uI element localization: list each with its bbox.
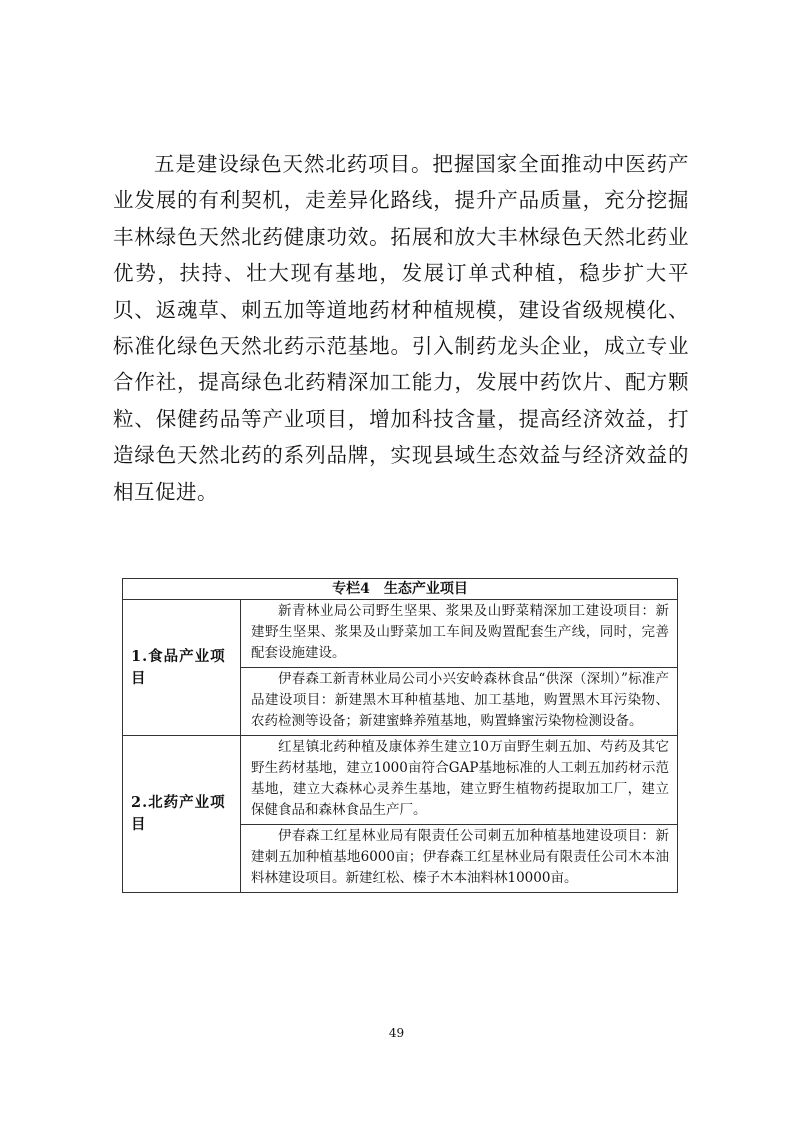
project-item: 伊春森工新青林业局公司小兴安岭森林食品“供深（深圳）”标准产品建设项目：新建黑木耳种植基地、加工基地，购置黑木耳污染物、农药检测等设备；新建蜜蜂养殖基地，购置蜂蜜污染物检测设备。 <box>241 668 678 736</box>
project-item: 伊春森工红星林业局有限责任公司刺五加种植基地建设项目：新建刺五加种植基地6000亩；伊春森工红星林业局有限责任公司木本油料林建设项目。新建红松、榛子木本油料林10000亩。 <box>241 825 678 893</box>
table-row <box>123 600 678 668</box>
page-number: 49 <box>388 1026 405 1040</box>
project-item: 红星镇北药种植及康体养生建立10万亩野生刺五加、芍药及其它野生药材基地，建立1000亩符合GAP基地标准的人工刺五加药材示范基地，建立大森林心灵养生基地，建立野生植物药提取加工厂，建立保健食品和森林食品生产厂。 <box>241 736 678 825</box>
project-box-table <box>122 578 678 893</box>
category-label: 1.食品产业项目 <box>123 600 241 736</box>
box-title: 专栏4 生态产业项目 <box>123 579 678 600</box>
category-label: 2.北药产业项目 <box>123 736 241 893</box>
project-item: 新青林业局公司野生坚果、浆果及山野菜精深加工建设项目：新建野生坚果、浆果及山野菜加工车间及购置配套生产线，同时，完善配套设施建设。 <box>241 600 678 668</box>
table-row <box>123 736 678 825</box>
body-paragraph: 五是建设绿色天然北药项目。把握国家全面推动中医药产业发展的有利契机，走差异化路线，提升产品质量，充分挖掘丰林绿色天然北药健康功效。拓展和放大丰林绿色天然北药业优势，扶持、壮大现有基地，发展订单式种植，稳步扩大平贝、返魂草、刺五加等道地药材种植规模，建设省级规模化、标准化绿色天然北药示范基地。引入制药龙头企业，成立专业合作社，提高绿色北药精深加工能力，发展中药饮片、配方颗粒、保健药品等产业项目，增加科技含量，提高经济效益，打造绿色天然北药的系列品牌，实现县域生态效益与经济效益的相互促进。 <box>113 152 689 504</box>
box-title-row <box>123 579 678 600</box>
